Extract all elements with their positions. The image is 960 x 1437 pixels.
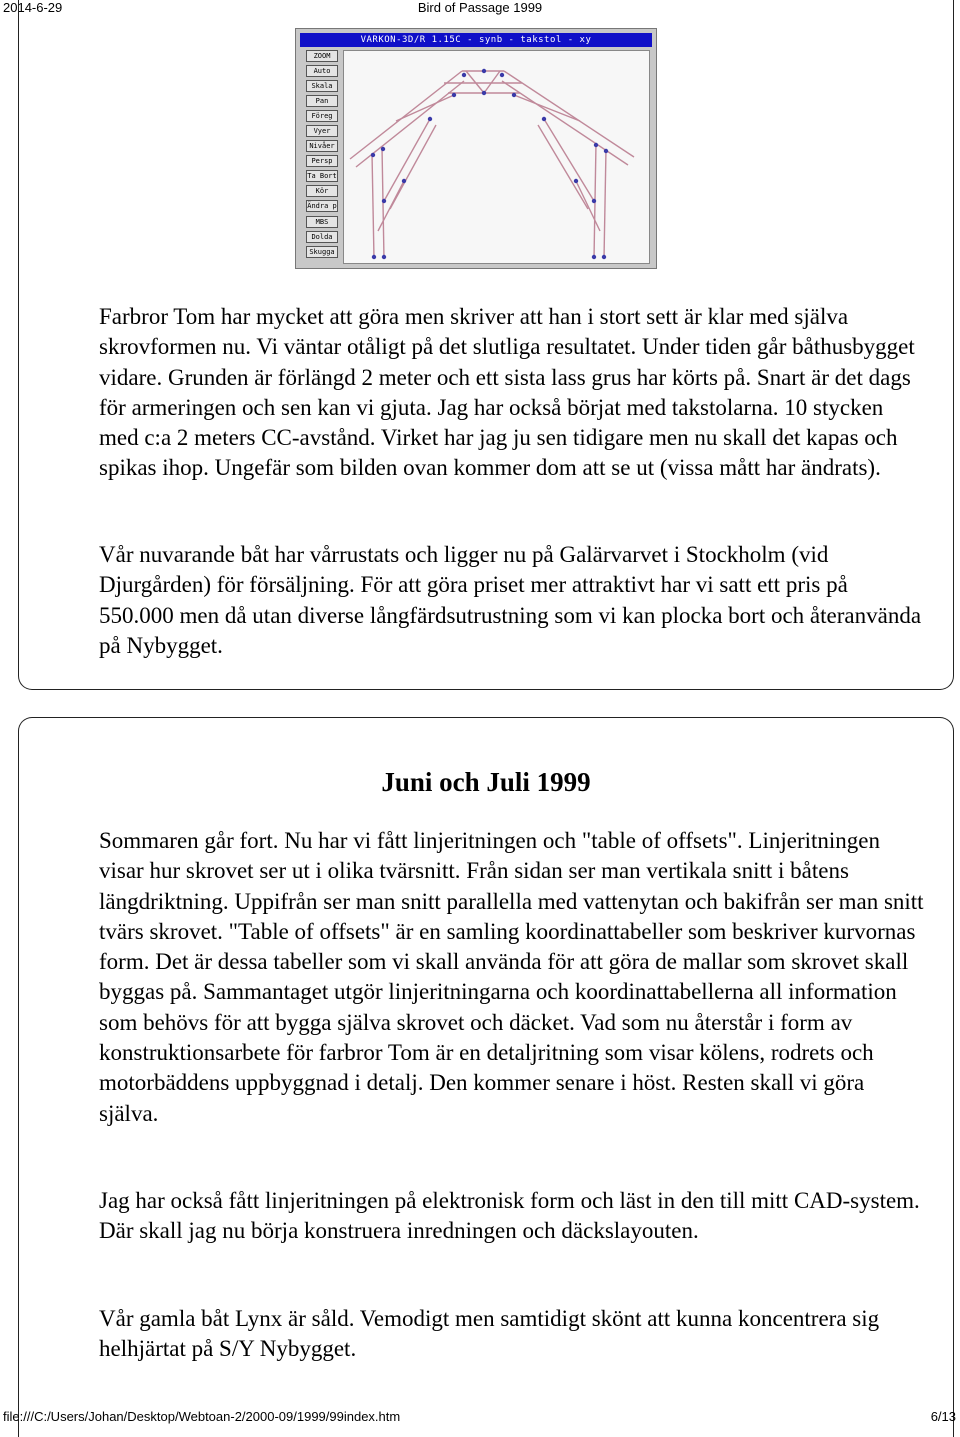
cad-window-title: VARKON-3D/R 1.15C - synb - takstol - xy: [300, 33, 652, 47]
paragraph: Vår gamla båt Lynx är såld. Vemodigt men samtidigt skönt att kunna koncentrera sig helhjärtat på S/Y Nybygget.: [99, 1306, 880, 1362]
cad-menu-skala: Skala: [306, 80, 338, 92]
print-date: 2014-6-29: [3, 0, 63, 15]
cad-menu: [306, 50, 338, 261]
cad-menu-andra: Ändra p: [307, 202, 337, 211]
section-heading: Juni och Juli 1999: [381, 767, 591, 797]
cad-menu-dolda: Dolda: [306, 231, 338, 243]
page-number: 6/13: [930, 1409, 956, 1424]
roof-truss-drawing: [344, 51, 649, 263]
browser-print-footer: [0, 1409, 960, 1423]
file-path: file:///C:/Users/Johan/Desktop/Webtoan-2/2000-09/1999/99index.htm: [3, 1409, 401, 1424]
cad-menu-vyer: Vyer: [306, 125, 338, 137]
paragraph: Jag har också fått linjeritningen på elektronisk form och läst in den till mitt CAD-system. Där skall jag nu börja konstruera inredningen och däckslayouten.: [99, 1188, 920, 1244]
paragraph: Farbror Tom har mycket att göra men skriver att han i stort sett är klar med själva skrovformen nu. Vi väntar otåligt på det slutliga resultatet. Under tiden går båthusbygget vidare. Grunden är förlängd 2 meter och ett sista lass grus har körts på. Snart är det dags för armeringen och sen kan vi gjuta. Jag har också börjat med takstolarna. 10 stycken med c:a 2 meters CC-avstånd. Virket har jag ju sen tidigare men nu skall det kapas och spikas ihop. Ungefär som bilden ovan kommer dom att se ut (vissa mått har ändrats).: [99, 304, 915, 481]
cad-menu-zoom: ZOOM: [306, 50, 338, 62]
cad-menu-foreg: Föreg: [306, 110, 338, 122]
cad-menu-ta-bort: Ta Bort: [307, 172, 337, 181]
cad-menu-kor: Kör: [306, 185, 338, 197]
cad-menu-nivaer: Nivåer: [306, 140, 338, 152]
cad-menu-persp: Persp: [306, 155, 338, 167]
cad-menu-auto: Auto: [306, 65, 338, 77]
cad-canvas: [343, 50, 650, 264]
page-title: Bird of Passage 1999: [417, 0, 543, 15]
cad-menu-pan: Pan: [306, 95, 338, 107]
cad-screenshot: [295, 28, 657, 269]
paragraph: Vår nuvarande båt har vårrustats och ligger nu på Galärvarvet i Stockholm (vid Djurgården) för försäljning. För att göra priset mer attraktivt har vi satt ett pris på 550.000 men då utan diverse långfärdsutrustning som vi kan plocka bort och återanvända på Nybygget.: [99, 542, 922, 658]
cad-menu-mbs: MBS: [306, 216, 338, 228]
paragraph: Sommaren går fort. Nu har vi fått linjeritningen och "table of offsets". Linjeritningen visar hur skrovet ser ut i olika tvärsnitt. Från sidan ser man vertikala snitt i båtens längdriktning. Uppifrån ser man snitt parallella med vattenytan och bakifrån ser man snitt tvärs skrovet. "Table of offsets" är en samling koordinattabeller som beskriver kurvornas form. Det är dessa tabeller som vi skall använda för att göra de mallar som skrovet skall byggas på. Sammantaget utgör linjeritningarna och koordinattabellerna all information som behövs för att bygga själva skrovet och däcket. Vad som nu återstår i form av konstruktionsarbete för farbror Tom är en detaljritning som visar kölens, rodrets och motorbäddens uppbyggnad i detalj. Den kommer senare i höst. Resten skall vi göra själva.: [99, 828, 924, 1126]
cad-menu-skugga: Skugga: [306, 246, 338, 258]
